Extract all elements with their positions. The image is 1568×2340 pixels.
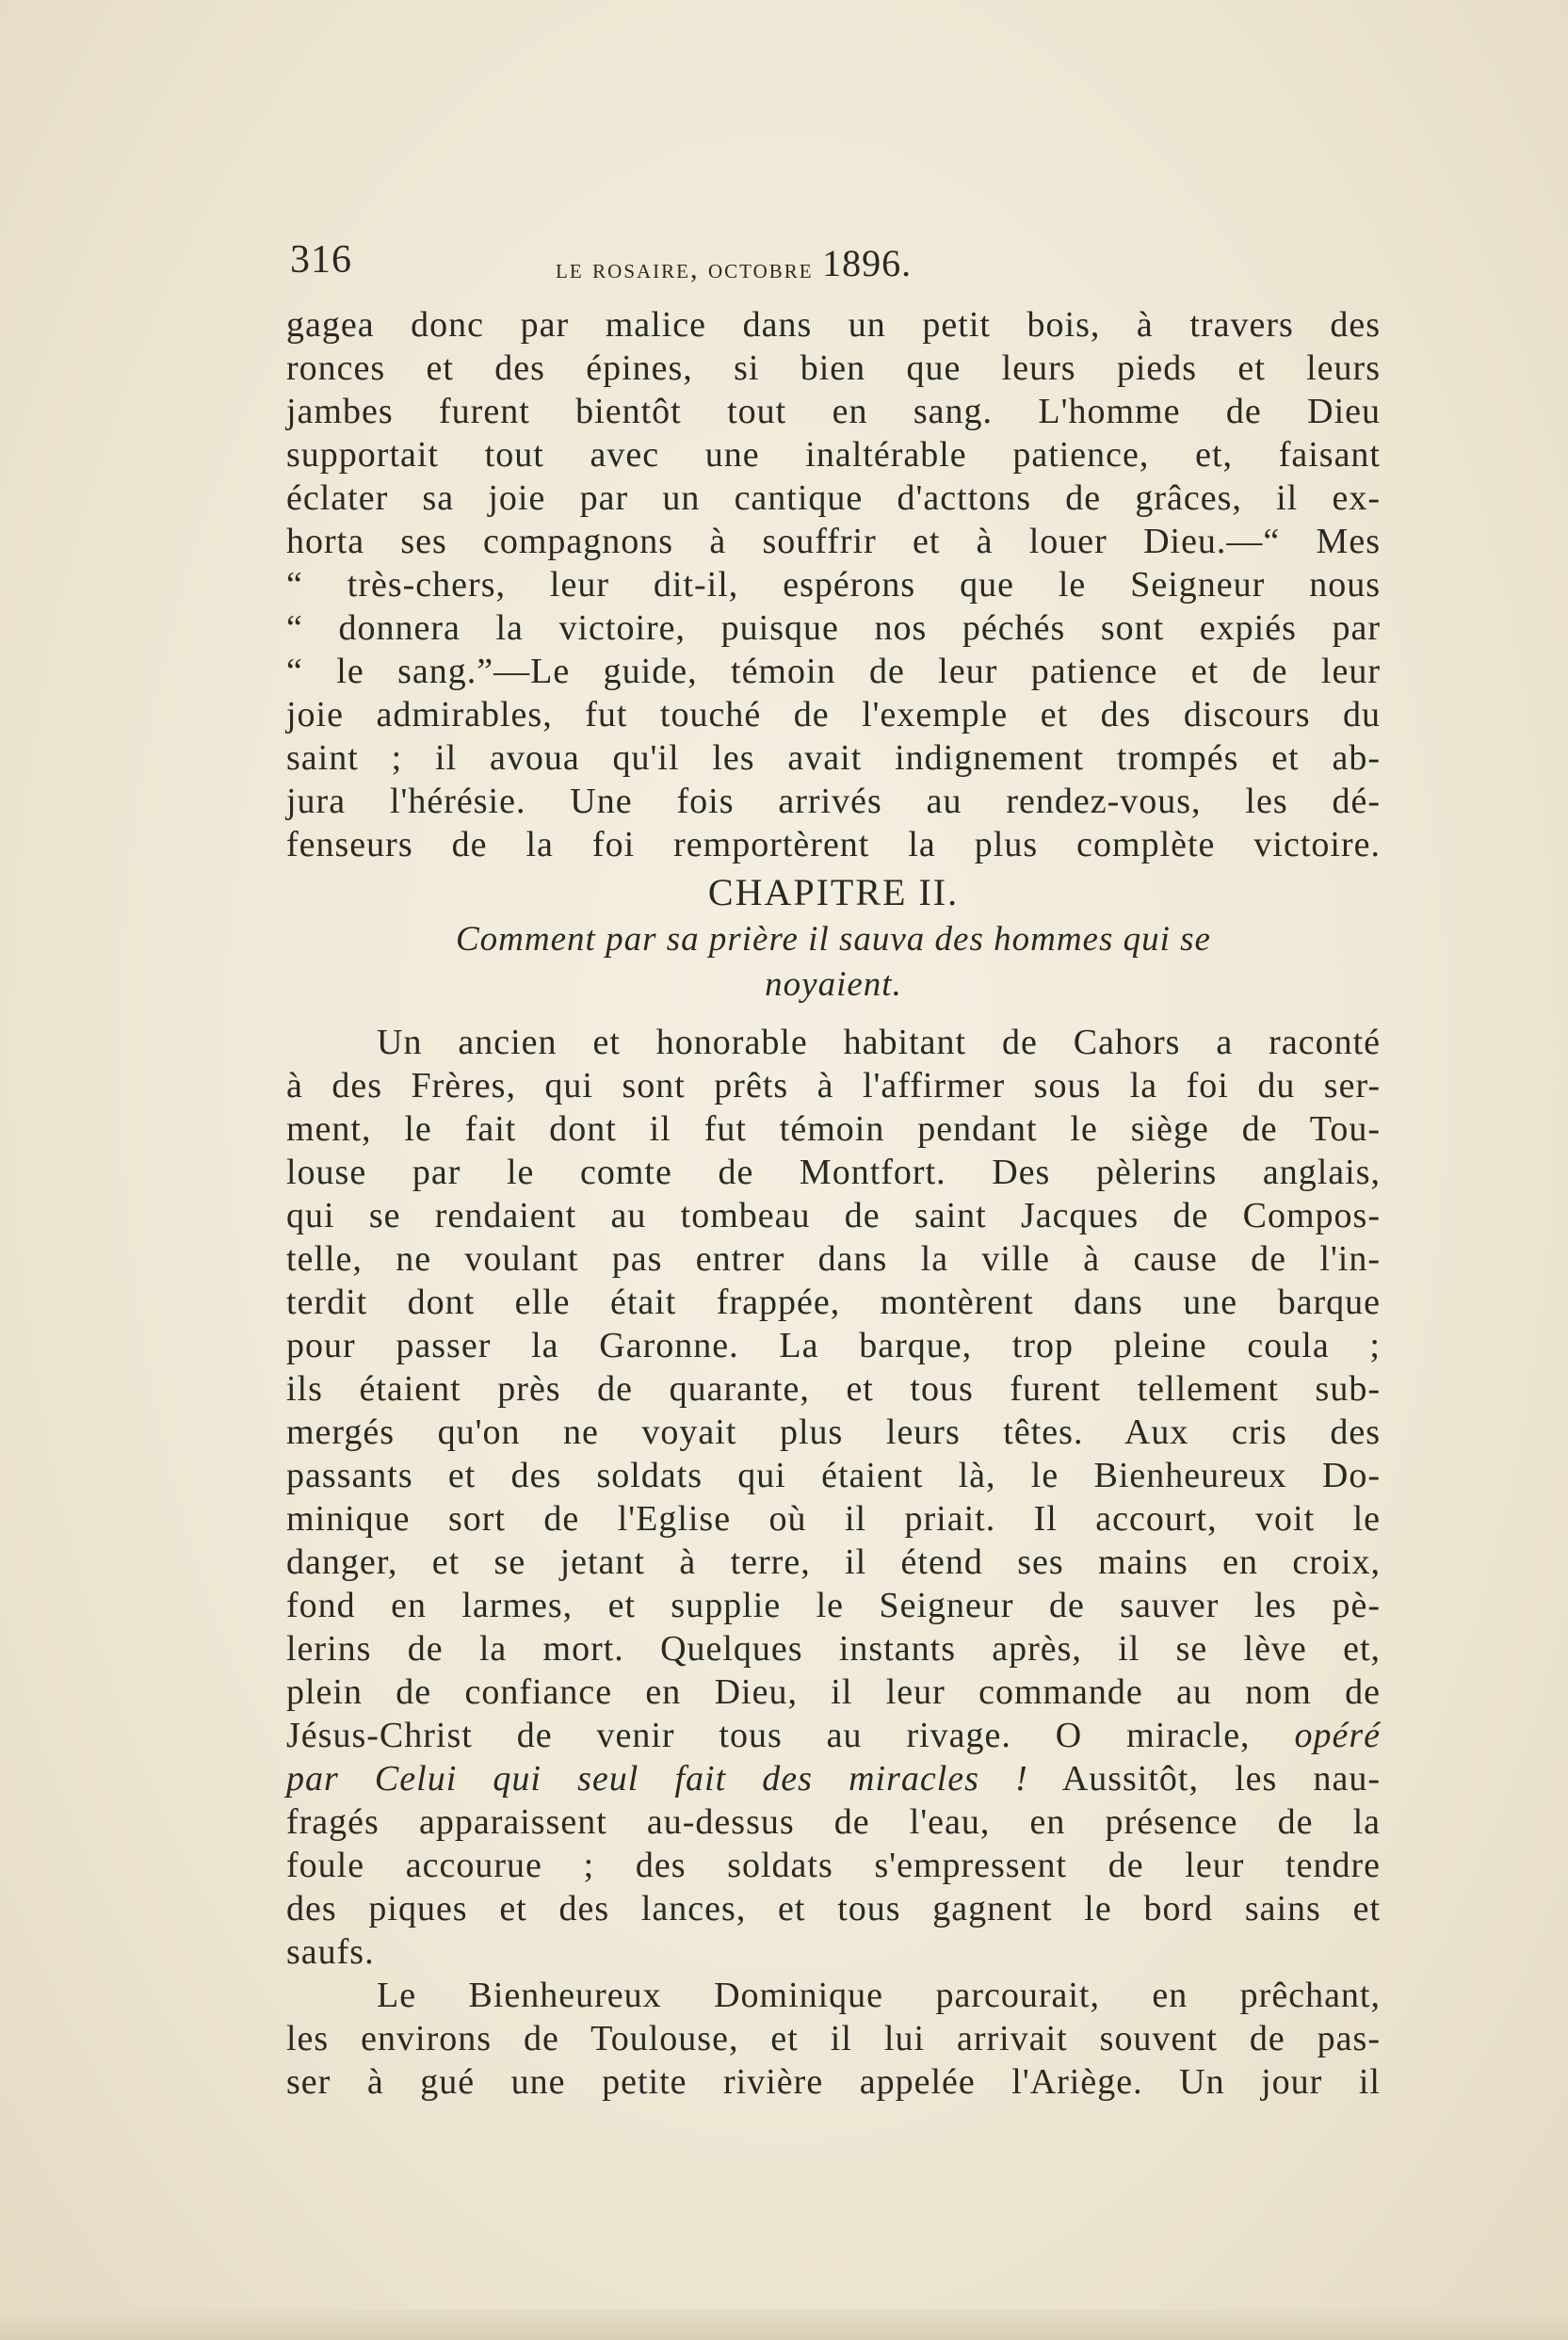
chapter-title: CHAPITRE II. <box>707 871 960 913</box>
text-line: plein de confiance en Dieu, il leur commande au nom de <box>286 1672 1381 1712</box>
paragraph-2 <box>286 1021 1381 1974</box>
text-line: pour passer la Garonne. La barque, trop pleine coula ; <box>286 1326 1381 1365</box>
text-span: Aussitôt, les nau- <box>1061 1759 1381 1799</box>
body-text <box>286 303 1381 2104</box>
text-line: ment, le fait dont il fut témoin pendant le siège de Tou- <box>286 1109 1381 1149</box>
running-head-year: 1896. <box>822 242 913 284</box>
text-line-mixed <box>286 1714 1381 1757</box>
text-line: terdit dont elle était frappée, montèrent dans une barque <box>286 1283 1381 1322</box>
running-head-title: le rosaire, octobre <box>556 253 814 284</box>
text-line: les environs de Toulouse, et il lui arrivait souvent de pas- <box>286 2019 1381 2058</box>
text-line: telle, ne voulant pas entrer dans la ville à cause de l'in- <box>286 1239 1381 1279</box>
text-line: Un ancien et honorable habitant de Cahors a raconté <box>377 1023 1381 1062</box>
italic-span: opéré <box>1294 1716 1381 1755</box>
text-line: louse par le comte de Montfort. Des pèlerins anglais, <box>286 1153 1381 1192</box>
chapter-subtitle-line-1: Comment par sa prière il sauva des hommes qui se <box>456 920 1211 959</box>
text-line: danger, et se jetant à terre, il étend ses mains en croix, <box>286 1542 1381 1582</box>
page-bottom-edge <box>0 2309 1568 2340</box>
page-number: 316 <box>290 238 352 282</box>
page-header <box>290 237 1382 282</box>
paragraph-3 <box>286 1974 1381 2104</box>
text-line: ils étaient près de quarante, et tous furent tellement sub- <box>286 1369 1381 1409</box>
text-line: fragés apparaissent au-dessus de l'eau, en présence de la <box>286 1802 1381 1842</box>
text-line: foule accourue ; des soldats s'empressent de leur tendre <box>286 1846 1381 1885</box>
text-line: jura l'hérésie. Une fois arrivés au rendez-vous, les dé- <box>286 782 1381 821</box>
text-line-mixed <box>286 1757 1381 1800</box>
paragraph-1 <box>286 303 1381 866</box>
text-line: jambes furent bientôt tout en sang. L'homme de Dieu <box>286 392 1381 431</box>
text-line: gagea donc par malice dans un petit bois, à travers des <box>286 305 1381 345</box>
text-line: saint ; il avoua qu'il les avait indignement trompés et ab- <box>286 738 1381 778</box>
text-line: fenseurs de la foi remportèrent la plus complète victoire. <box>286 825 1381 864</box>
chapter-subtitle-line-2: noyaient. <box>765 965 902 1004</box>
text-line: à des Frères, qui sont prêts à l'affirmer sous la foi du ser- <box>286 1066 1381 1105</box>
italic-span: par Celui qui seul fait des miracles ! <box>286 1759 1028 1799</box>
text-line: horta ses compagnons à souffrir et à louer Dieu.—“ Mes <box>286 522 1381 561</box>
text-line: saufs. <box>286 1932 375 1972</box>
text-line: minique sort de l'Eglise où il priait. Il accourt, voit le <box>286 1499 1381 1539</box>
text-line: lerins de la mort. Quelques instants après, il se lève et, <box>286 1629 1381 1669</box>
text-line: éclater sa joie par un cantique d'acttons de grâces, il ex- <box>286 478 1381 518</box>
text-line: “ très-chers, leur dit-il, espérons que le Seigneur nous <box>286 565 1381 605</box>
text-line: Le Bienheureux Dominique parcourait, en prêchant, <box>377 1976 1381 2015</box>
text-line: “ le sang.”—Le guide, témoin de leur patience et de leur <box>286 652 1381 691</box>
spacer <box>286 1008 1381 1021</box>
text-line: mergés qu'on ne voyait plus leurs têtes. Aux cris des <box>286 1412 1381 1452</box>
text-span: Jésus-Christ de venir tous au rivage. O miracle, <box>286 1716 1251 1755</box>
text-line: “ donnera la victoire, puisque nos péchés sont expiés par <box>286 608 1381 648</box>
text-line: des piques et des lances, et tous gagnent le bord sains et <box>286 1889 1381 1928</box>
text-line: ronces et des épines, si bien que leurs pieds et leurs <box>286 348 1381 388</box>
text-line: supportait tout avec une inaltérable patience, et, faisant <box>286 435 1381 475</box>
text-line: qui se rendaient au tombeau de saint Jacques de Compos- <box>286 1196 1381 1235</box>
text-line: passants et des soldats qui étaient là, le Bienheureux Do- <box>286 1456 1381 1495</box>
text-line: ser à gué une petite rivière appelée l'Ariège. Un jour il <box>286 2062 1381 2102</box>
text-line: fond en larmes, et supplie le Seigneur de sauver les pè- <box>286 1586 1381 1625</box>
text-line: joie admirables, fut touché de l'exemple et des discours du <box>286 695 1381 734</box>
running-head <box>556 243 912 287</box>
